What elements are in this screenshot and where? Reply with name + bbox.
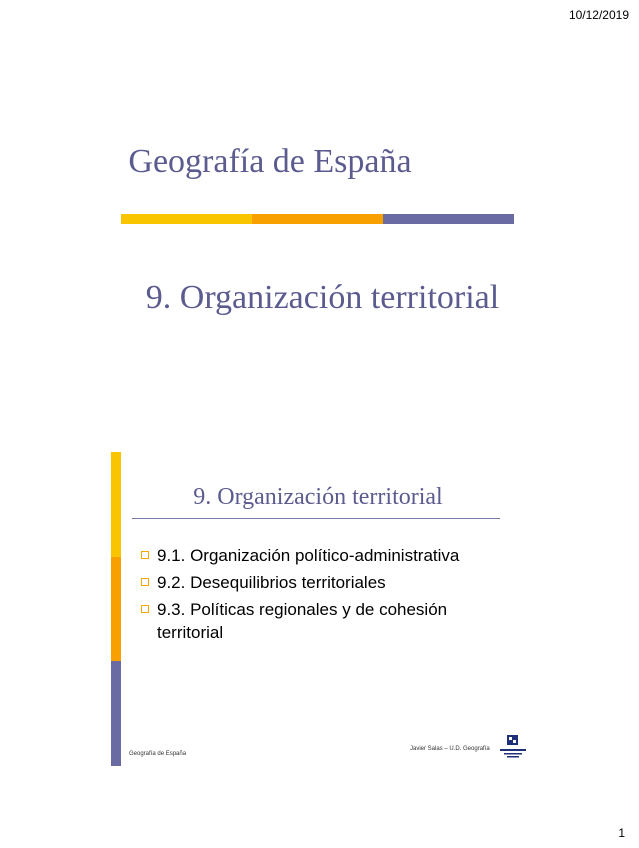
bullet-text: 9.2. Desequilibrios territoriales — [157, 573, 386, 592]
square-bullet-icon — [141, 605, 149, 613]
print-date: 10/12/2019 — [568, 8, 629, 22]
square-bullet-icon — [141, 578, 149, 586]
slide-1-subtitle: 9. Organización territorial — [145, 279, 500, 316]
bullet-text: 9.1. Organización político-administrativa — [157, 546, 460, 565]
slide-footer-left: Geografía de España — [129, 751, 187, 757]
list-item — [141, 571, 511, 594]
slide-2-title: 9. Organización territorial — [193, 484, 443, 510]
color-rule — [121, 214, 514, 224]
rule-segment-orange — [252, 214, 383, 224]
bullet-text: 9.3. Políticas regionales y de cohesión territorial — [157, 600, 448, 642]
rule-segment-yellow — [121, 214, 252, 224]
bullet-list — [141, 544, 511, 648]
square-bullet-icon — [141, 551, 149, 559]
slide-1-title: Geografía de España — [128, 143, 412, 180]
list-item — [141, 544, 511, 567]
list-item — [141, 598, 511, 644]
sidebar-segment-yellow — [111, 452, 121, 557]
title-underline — [132, 518, 500, 519]
rule-segment-purple — [383, 214, 514, 224]
slide-2-sidebar — [111, 452, 121, 766]
sidebar-segment-orange — [111, 557, 121, 662]
slide-footer-right: Javier Salas – U.D. Geografía — [410, 746, 490, 752]
page-number: 1 — [618, 826, 625, 840]
slide-2 — [111, 452, 531, 766]
university-logo-icon — [498, 734, 528, 760]
sidebar-segment-purple — [111, 661, 121, 766]
